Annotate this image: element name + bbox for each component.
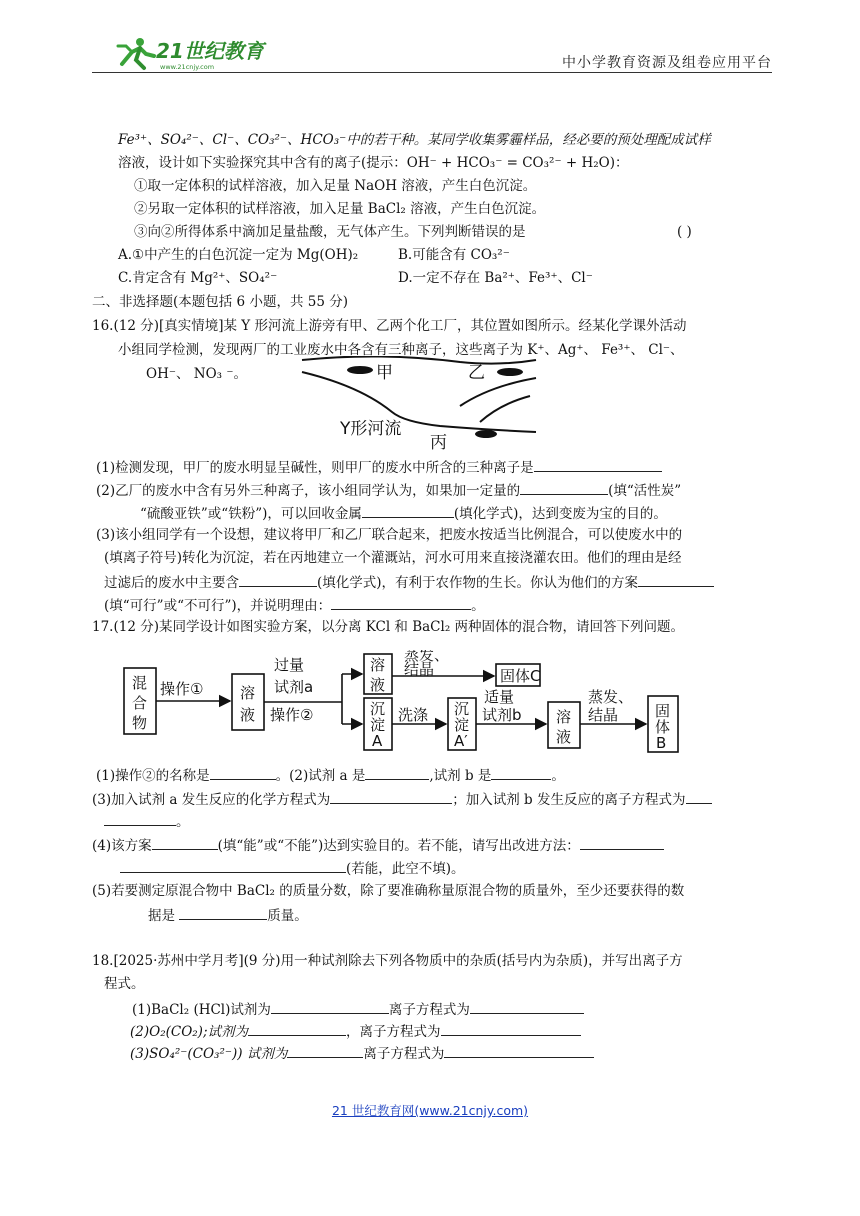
q17-part1-text-d: 。: [551, 768, 565, 784]
precipitate-a-char1: 沉: [370, 700, 386, 718]
q18-part3: [130, 1042, 594, 1064]
q16-part2-line2: [140, 502, 667, 524]
q15-step2: ②另取一定体积的试样溶液，加入足量 BaCl₂ 溶液，产生白色沉淀。: [134, 201, 546, 217]
precipitate-a-char3: A: [372, 732, 383, 750]
section-heading: 二、非选择题(本题包括 6 小题，共 55 分): [92, 294, 348, 310]
label-proper: 适量: [484, 688, 515, 706]
q17-part5-text-b: 据是: [148, 908, 175, 924]
q18-part2-text-a: (2)O₂(CO₂);试剂为: [130, 1024, 248, 1040]
q16-line2: 小组同学检测，发现两厂的工业废水中各含有三种离子，这些离子为 K⁺、Ag⁺、 Fe³⁺、 Cl⁻、: [118, 342, 684, 358]
q15-option-d: D.一定不存在 Ba²⁺、Fe³⁺、Cl⁻: [398, 270, 593, 286]
q17-part1-text-a: (1)操作②的名称是: [96, 768, 210, 784]
q16-line1: 16.(12 分)[真实情境]某 Y 形河流上游旁有甲、乙两个化工厂，其位置如图所示。经某化学课外活动: [92, 318, 687, 334]
q18-line2: 程式。: [104, 976, 145, 992]
q17-part3-line1: [92, 788, 712, 810]
q16-blank3[interactable]: [362, 502, 454, 518]
q18-part1: [132, 998, 584, 1020]
solid-b-char2: 体: [655, 718, 671, 736]
q16-part2-line1: [96, 479, 681, 501]
q17-blank6[interactable]: [152, 834, 218, 850]
q17-part3-line2: [104, 810, 190, 832]
q16-part3-text-f: 。: [471, 598, 485, 614]
label-crystallize2: 结晶: [588, 706, 619, 724]
q17-blank5-cont[interactable]: [104, 810, 176, 826]
q16-line3: OH⁻、 NO₃ ⁻。: [146, 366, 247, 382]
q15-option-b: B.可能含有 CO₃²⁻: [398, 247, 510, 263]
q16-blank1[interactable]: [534, 456, 662, 472]
site-logo: [110, 34, 280, 74]
q16-part1-text: (1)检测发现，甲厂的废水明显呈碱性，则甲厂的废水中所含的三种离子是: [96, 460, 534, 476]
q18-blank3[interactable]: [248, 1020, 346, 1036]
q18-line1: 18.[2025·苏州中学月考](9 分)用一种试剂除去下列各物质中的杂质(括号内为杂质)，并写出离子方: [92, 953, 683, 969]
label-solid-c: 固体C: [500, 667, 541, 685]
q16-blank6[interactable]: [331, 594, 471, 610]
label-reagent-b: 试剂b: [482, 706, 522, 724]
q18-blank4[interactable]: [441, 1020, 581, 1036]
q16-part3-text-c: 过滤后的废水中主要含: [104, 575, 239, 591]
solution3-char2: 液: [556, 728, 572, 746]
q18-part2-text-b: ，离子方程式为: [346, 1024, 441, 1040]
q15-option-c: C.肯定含有 Mg²⁺、SO₄²⁻: [118, 270, 278, 286]
logo-text: 21世纪教育: [156, 39, 264, 63]
mixture-char2: 合: [132, 694, 148, 712]
q18-part3-text-b: 离子方程式为: [363, 1046, 445, 1062]
q17-part1-2: [96, 764, 565, 786]
label-evaporate2: 蒸发、: [588, 688, 634, 706]
q16-part2-text-b: (填“活性炭”: [608, 483, 682, 499]
q17-part3-text-c: 。: [176, 814, 190, 830]
q17-part4-text-a: (4)该方案: [92, 838, 152, 854]
q17-blank4[interactable]: [330, 788, 452, 804]
q17-blank1[interactable]: [210, 764, 276, 780]
q16-part2-text-d: (填化学式)，达到变废为宝的目的。: [453, 506, 667, 522]
q17-part4-text-c: (若能，此空不填)。: [346, 861, 465, 877]
q15-step1: ①取一定体积的试样溶液，加入足量 NaOH 溶液，产生白色沉淀。: [134, 178, 537, 194]
q17-blank2[interactable]: [365, 764, 429, 780]
q17-blank5[interactable]: [686, 788, 712, 804]
q17-part1-text-b: 。(2)试剂 a 是: [275, 768, 366, 784]
q15-step3: ③向②所得体系中滴加足量盐酸，无气体产生。下列判断错误的是: [134, 224, 526, 240]
q18-blank2[interactable]: [470, 998, 584, 1014]
factory-jia-marker: [347, 366, 373, 374]
header-divider: [92, 72, 772, 73]
site-bing-marker: [475, 430, 497, 438]
q17-part5-line2: [148, 904, 308, 926]
label-yi: 乙: [468, 363, 485, 383]
q18-blank5[interactable]: [287, 1042, 363, 1058]
q18-part1-text-b: 离子方程式为: [388, 1002, 470, 1018]
q16-part3-line2: (填离子符号)转化为沉淀，若在丙地建立一个灌溉站，河水可用来直接浇灌农田。他们的理由是经: [104, 550, 682, 566]
q17-part4-text-b: (填“能”或“不能”)达到实验目的。若不能，请写出改进方法：: [217, 838, 580, 854]
q15-option-a: A.①中产生的白色沉淀一定为 Mg(OH)₂: [118, 247, 359, 263]
q16-part3-line4: [104, 594, 485, 616]
solution2-char1: 溶: [370, 656, 386, 674]
logo-url: www.21cnjy.com: [160, 63, 215, 71]
label-bing: 丙: [430, 433, 447, 452]
platform-name: 中小学教育资源及组卷应用平台: [562, 55, 772, 71]
precipitate-a-prime-char2: 淀: [454, 716, 470, 734]
footer-link[interactable]: 21 世纪教育网(www.21cnjy.com): [331, 1103, 529, 1118]
q17-part3-text-a: (3)加入试剂 a 发生反应的化学方程式为: [92, 792, 331, 808]
q17-blank8[interactable]: [179, 904, 267, 920]
q15-line1: Fe³⁺、SO₄²⁻、Cl⁻、CO₃²⁻、HCO₃⁻中的若干种。某同学收集雾霾样品，经必要的预处理配成试样: [118, 132, 711, 148]
q16-part2-text-c: “硫酸亚铁”或“铁粉”)，可以回收金属: [140, 506, 362, 522]
q17-part3-text-b: ；加入试剂 b 发生反应的离子方程式为: [452, 792, 686, 808]
label-evaporate1: 蒸发、: [404, 650, 450, 664]
q16-part3-text-e: (填“可行”或“不可行”)，并说明理由：: [104, 598, 332, 614]
q18-blank6[interactable]: [444, 1042, 594, 1058]
factory-yi-marker: [497, 368, 523, 376]
precipitate-a-prime-char3: A′: [454, 732, 468, 750]
q16-part3-text-d: (填化学式)，有利于农作物的生长。你认为他们的方案: [317, 575, 639, 591]
q17-blank7[interactable]: [580, 834, 664, 850]
q17-part1-text-c: ,试剂 b 是: [429, 768, 492, 784]
label-excess: 过量: [274, 656, 305, 674]
solution1-char2: 液: [240, 706, 256, 724]
q16-blank5[interactable]: [638, 571, 714, 587]
q16-part3-line3: [104, 571, 714, 593]
q18-blank1[interactable]: [271, 998, 389, 1014]
q16-part1: [96, 456, 662, 478]
runner-icon: [118, 38, 154, 68]
mixture-char1: 混: [132, 674, 148, 692]
q17-part5-text-c: 质量。: [267, 908, 308, 924]
solid-b-char1: 固: [655, 702, 671, 720]
precipitate-a-char2: 淀: [370, 716, 386, 734]
mixture-char3: 物: [132, 714, 148, 732]
solution1-char1: 溶: [240, 684, 256, 702]
q17-line1: 17.(12 分)某同学设计如图实验方案，以分离 KCl 和 BaCl₂ 两种固体的混合物，请回答下列问题。: [92, 619, 685, 635]
q17-blank3[interactable]: [491, 764, 551, 780]
q16-part2-text-a: (2)乙厂的废水中含有另外三种离子，该小组同学认为，如果加一定量的: [96, 483, 521, 499]
label-jia: 甲: [376, 363, 393, 383]
river-diagram: [300, 356, 540, 456]
q16-blank4[interactable]: [239, 571, 317, 587]
label-op2: 操作②: [270, 706, 314, 724]
q18-part3-text-a: (3)SO₄²⁻(CO₃²⁻)) 试剂为: [130, 1046, 288, 1062]
q18-part1-text-a: (1)BaCl₂ (HCl)试剂为: [132, 1002, 271, 1018]
q17-blank7-cont[interactable]: [120, 857, 346, 873]
q15-line2: 溶液，设计如下实验探究其中含有的离子(提示：OH⁻ + HCO₃⁻ = CO₃²⁻ + H₂O)：: [118, 155, 629, 171]
q18-part2: [130, 1020, 581, 1042]
solid-b-char3: B: [656, 734, 667, 752]
q15-answer-paren: ( ): [677, 224, 692, 240]
label-op1: 操作①: [160, 680, 204, 698]
q17-part4-line1: [92, 834, 664, 856]
label-wash: 洗涤: [398, 706, 429, 724]
flowchart-diagram: [122, 650, 692, 762]
q16-part3-line1: (3)该小组同学有一个设想，建议将甲厂和乙厂联合起来，把废水按适当比例混合，可以使废水中的: [96, 527, 683, 543]
label-crystallize1: 结晶: [404, 660, 435, 678]
solution2-char2: 液: [370, 676, 386, 694]
q16-blank2[interactable]: [520, 479, 608, 495]
label-reagent-a: 试剂a: [274, 678, 314, 696]
label-river: Y形河流: [340, 419, 402, 439]
solution3-char1: 溶: [556, 708, 572, 726]
q17-part5-line1: (5)若要测定原混合物中 BaCl₂ 的质量分数，除了要准确称量原混合物的质量外，至少还要获得的数: [92, 883, 685, 899]
precipitate-a-prime-char1: 沉: [454, 700, 470, 718]
q17-part4-line2: [120, 857, 465, 879]
